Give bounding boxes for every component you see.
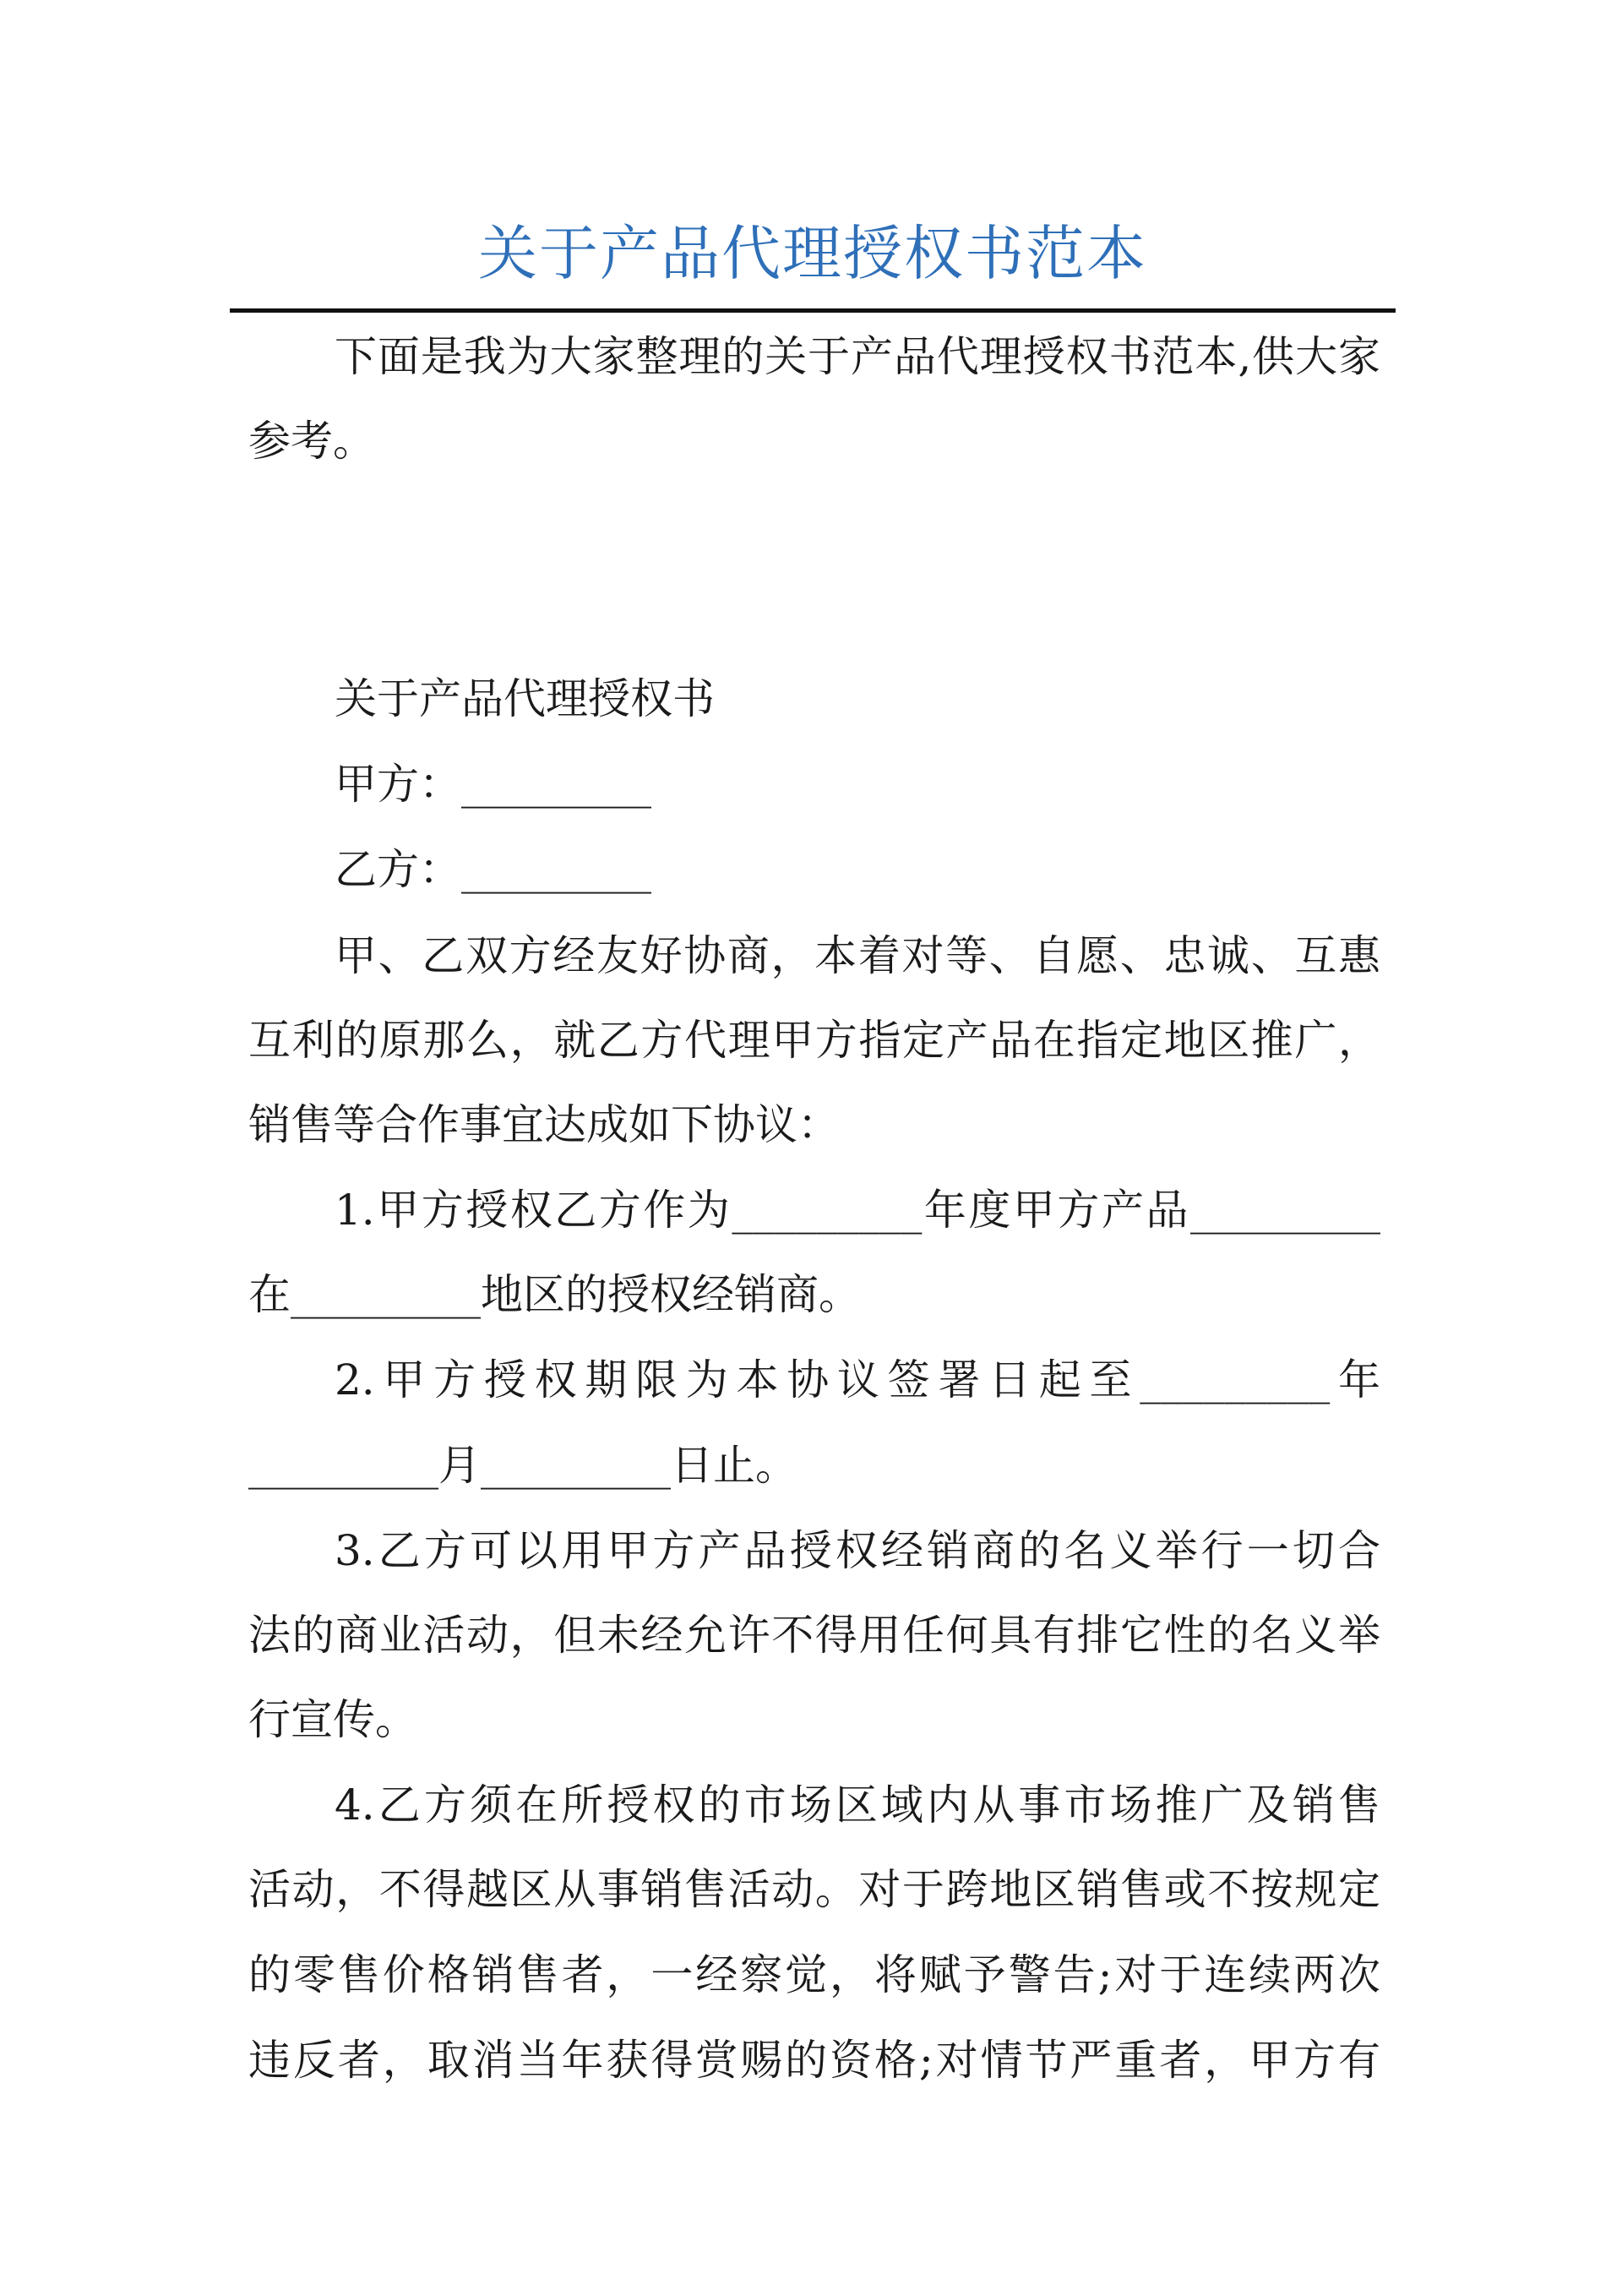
clause-3-line-2: 法的商业活动，但未经允许不得用任何具有排它性的名义举	[248, 1611, 1380, 1660]
clause-1-line-1: 1.甲方授权乙方作为_________年度甲方产品_________	[335, 1186, 1380, 1235]
clause-4-line-2: 活动，不得越区从事销售活动。对于跨地区销售或不按规定	[248, 1865, 1380, 1914]
clause-4-line-1: 4.乙方须在所授权的市场区域内从事市场推广及销售	[335, 1781, 1380, 1830]
clause-1-line-2: 在_________地区的授权经销商。	[248, 1270, 861, 1319]
title-divider	[230, 308, 1396, 313]
clause-2-line-2: _________月_________日止。	[248, 1441, 797, 1490]
clause-3-line-1: 3.乙方可以用甲方产品授权经销商的名义举行一切合	[335, 1526, 1380, 1575]
clause-4-line-4: 违反者，取消当年获得赏赐的资格;对情节严重者，甲方有	[248, 2036, 1380, 2085]
intro-line-1: 下面是我为大家整理的关于产品代理授权书范本,供大家	[335, 332, 1380, 381]
party-a-field: 甲方：_________	[335, 760, 651, 809]
intro-line-2: 参考。	[248, 417, 375, 466]
preamble-line-1: 甲、乙双方经友好协商，本着对等、自愿、忠诚、互惠	[335, 931, 1380, 980]
party-b-field: 乙方：_________	[335, 845, 651, 894]
preamble-line-3: 销售等合作事宜达成如下协议：	[248, 1100, 840, 1149]
clause-3-line-3: 行宣传。	[248, 1695, 417, 1744]
agreement-heading: 关于产品代理授权书	[335, 674, 715, 723]
preamble-line-2: 互利的原那么，就乙方代理甲方指定产品在指定地区推广，	[248, 1016, 1380, 1065]
clause-2-line-1: 2.甲方授权期限为本协议签署日起至_________年	[335, 1355, 1380, 1404]
clause-4-line-3: 的零售价格销售者，一经察觉，将赋予警告;对于连续两次	[248, 1950, 1380, 1999]
document-title: 关于产品代理授权书范本	[478, 219, 1147, 288]
